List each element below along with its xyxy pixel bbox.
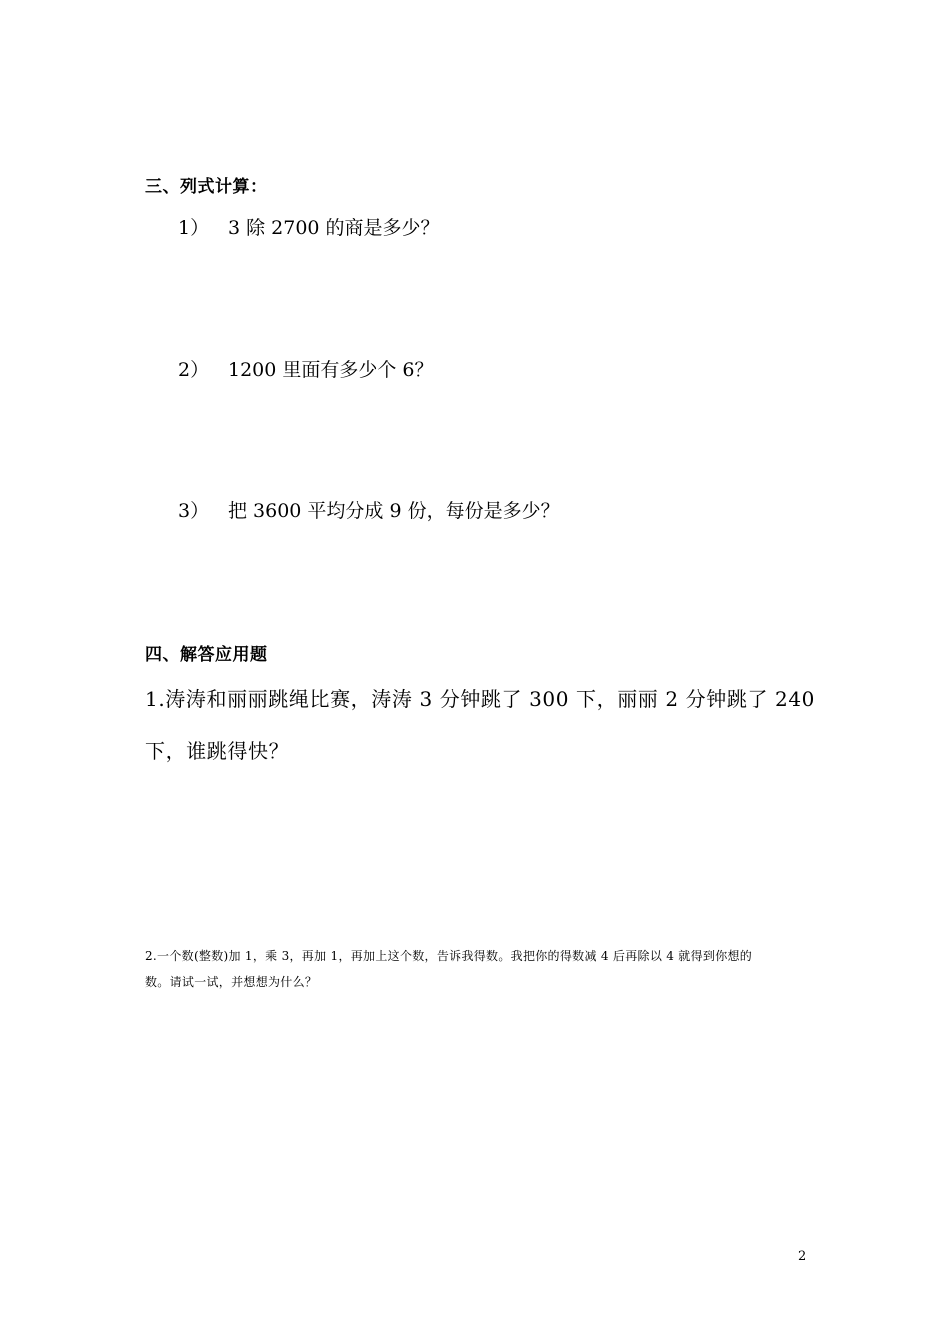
question-number: 1） [178,217,210,239]
question-number: 3） [178,500,210,522]
question-text: 把 3600 平均分成 9 份，每份是多少？ [228,500,560,522]
question-item [178,213,440,240]
question-text: 3 除 2700 的商是多少？ [228,217,440,239]
page-number: 2 [798,1249,807,1264]
word-problem-1-line-2: 下，谁跳得快？ [145,739,290,763]
question-item [178,496,560,523]
section-3-heading: 三、列式计算： [145,177,268,197]
section-4-heading: 四、解答应用题 [145,645,268,665]
word-problem-2-line-2: 数。请试一试，并想想为什么？ [145,975,318,989]
question-text: 1200 里面有多少个 6？ [228,359,434,381]
question-number: 2） [178,359,210,381]
word-problem-1-line-1: 1.涛涛和丽丽跳绳比赛，涛涛 3 分钟跳了 300 下，丽丽 2 分钟跳了 240 [145,687,815,711]
question-item [178,355,434,382]
word-problem-2-line-1: 2.一个数(整数)加 1，乘 3，再加 1，再加上这个数，告诉我得数。我把你的得数减 4 后再除以 4 就得到你想的 [145,949,753,963]
